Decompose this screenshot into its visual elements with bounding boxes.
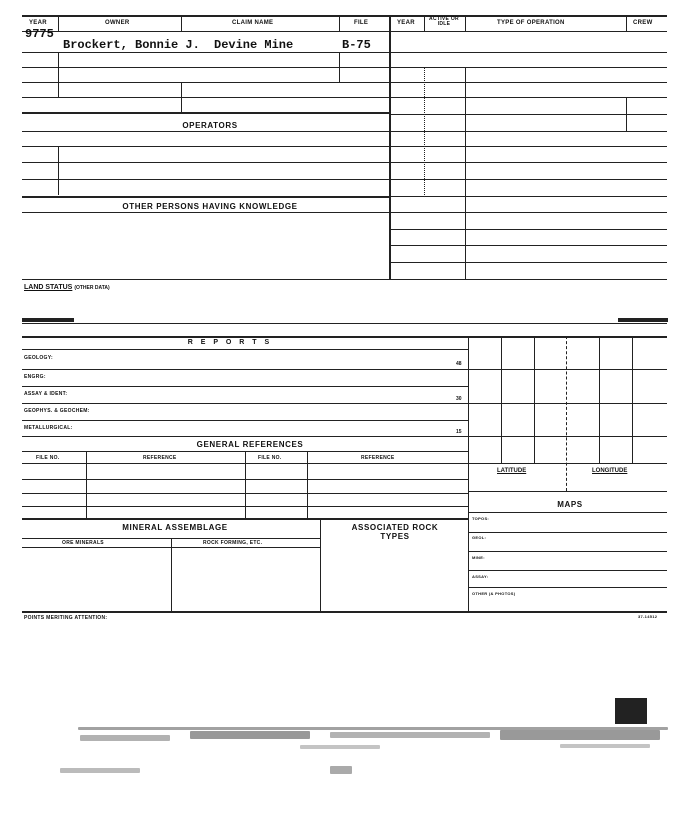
report-row-label: GEOLOGY: xyxy=(24,355,53,361)
coord-grid-row xyxy=(468,369,667,370)
header-file: FILE xyxy=(354,20,369,26)
operators-heading: OPERATORS xyxy=(182,121,238,130)
other-persons-top-rule xyxy=(22,196,390,198)
row-rule xyxy=(22,52,390,53)
land-status-subtitle: (OTHER DATA) xyxy=(74,285,110,291)
form-top-border xyxy=(22,15,667,17)
right-row-rule xyxy=(390,52,667,53)
scan-smudge xyxy=(330,766,352,774)
coord-grid-col xyxy=(566,336,567,491)
record-owner: Brockert, Bonnie J. xyxy=(63,38,200,52)
header-crew: CREW xyxy=(633,20,653,26)
report-row-num: 30 xyxy=(456,396,462,402)
record-file: B-75 xyxy=(342,38,371,52)
mineral-col-rule xyxy=(320,518,321,611)
header-year: YEAR xyxy=(29,20,47,26)
report-row-rule xyxy=(22,420,468,421)
header-type-of-operation: TYPE OF OPERATION xyxy=(497,20,565,26)
reports-header-rule xyxy=(22,349,468,350)
maps-row-label: ASSAY: xyxy=(472,574,489,579)
row-rule xyxy=(22,67,390,68)
record-claim-name: Devine Mine xyxy=(214,38,294,52)
mineral-top-rule xyxy=(22,518,468,520)
report-row-rule xyxy=(22,386,468,387)
land-status-title: LAND STATUS xyxy=(24,284,73,291)
header-owner: OWNER xyxy=(105,20,130,26)
maps-row-label: OTHER (& PHOTOS) xyxy=(472,591,516,596)
reports-heading: R E P O R T S xyxy=(187,339,273,346)
top-block-bottom-rule xyxy=(22,279,667,280)
maps-row-label: GEOL: xyxy=(472,535,487,540)
header-divider xyxy=(626,15,627,31)
row-rule xyxy=(22,97,390,98)
report-row-rule xyxy=(22,436,468,437)
right-row-rule xyxy=(390,146,667,147)
header-divider xyxy=(58,15,59,31)
form-bottom-rule xyxy=(22,611,667,613)
coord-grid-col xyxy=(534,336,535,463)
ref-header-file-no: FILE NO. xyxy=(36,455,60,461)
maps-row-rule xyxy=(468,570,667,571)
mineral-assemblage-heading: MINERAL ASSEMBLAGE xyxy=(122,523,228,532)
report-row-label: ASSAY & IDENT: xyxy=(24,391,68,397)
right-col-rule xyxy=(465,67,466,279)
right-row-rule xyxy=(390,82,667,83)
scan-smudge xyxy=(330,732,490,738)
other-persons-heading: OTHER PERSONS HAVING KNOWLEDGE xyxy=(122,202,298,211)
right-row-rule xyxy=(390,162,667,163)
report-row-num: 48 xyxy=(456,361,462,367)
scan-smudge xyxy=(80,735,170,741)
mineral-col-rule xyxy=(171,538,172,611)
associated-rock-types-heading: ASSOCIATED ROCK TYPES xyxy=(351,523,439,541)
col-rule xyxy=(339,52,340,82)
report-row-rule xyxy=(22,369,468,370)
right-row-rule xyxy=(390,262,667,263)
scan-mark xyxy=(618,318,668,322)
row-rule xyxy=(22,212,390,213)
report-row-label: ENGRG: xyxy=(24,374,46,380)
col-rule xyxy=(58,146,59,195)
col-rule xyxy=(58,52,59,97)
coord-grid-col xyxy=(599,336,600,463)
ref-header-reference: REFERENCE xyxy=(143,455,177,461)
report-row-label: GEOPHYS. & GEOCHEM: xyxy=(24,408,90,414)
row-rule xyxy=(22,82,390,83)
header-year-2: YEAR xyxy=(397,20,415,26)
references-col-rule xyxy=(307,451,308,518)
right-col-rule xyxy=(626,97,627,131)
right-row-rule xyxy=(390,229,667,230)
header-active-or-idle: ACTIVE OR IDLE xyxy=(429,16,459,27)
col-rule xyxy=(181,82,182,112)
header-divider xyxy=(339,15,340,31)
maps-heading: MAPS xyxy=(557,500,583,509)
scan-smudge xyxy=(615,698,647,724)
scan-smudge xyxy=(300,745,380,749)
right-row-rule xyxy=(390,212,667,213)
maps-row-rule xyxy=(468,587,667,588)
header-bottom-rule xyxy=(22,31,667,32)
row-rule xyxy=(22,179,390,180)
header-claim-name: CLAIM NAME xyxy=(232,20,274,26)
references-col-rule xyxy=(245,451,246,518)
mineral-header-rock-forming: ROCK FORMING, ETC. xyxy=(203,540,263,546)
scan-smudge xyxy=(560,744,650,748)
main-divider xyxy=(389,15,391,280)
maps-row-label: MINE: xyxy=(472,555,485,560)
coord-bottom-rule xyxy=(468,491,667,492)
section-rule xyxy=(22,323,667,324)
ref-header-file-no-2: FILE NO. xyxy=(258,455,282,461)
latitude-label: LATITUDE xyxy=(497,468,527,474)
ref-header-reference-2: REFERENCE xyxy=(361,455,395,461)
scan-smudge xyxy=(190,731,310,739)
points-meriting-attention-label: POINTS MERITING ATTENTION: xyxy=(24,615,108,621)
scan-mark xyxy=(22,318,74,322)
references-col-rule xyxy=(86,451,87,518)
right-row-rule xyxy=(390,245,667,246)
coord-grid-col xyxy=(632,336,633,463)
reports-top-rule xyxy=(22,336,667,338)
scan-smudge xyxy=(500,730,660,740)
operators-top-rule xyxy=(22,112,390,114)
report-row-rule xyxy=(22,403,468,404)
mineral-header-ore: ORE MINERALS xyxy=(62,540,104,546)
right-row-rule xyxy=(390,131,667,132)
general-references-heading: GENERAL REFERENCES xyxy=(196,440,304,449)
header-divider xyxy=(181,15,182,31)
coord-grid-row xyxy=(468,463,667,464)
coord-grid-col xyxy=(501,336,502,463)
report-row-num: 15 xyxy=(456,429,462,435)
header-divider xyxy=(424,15,425,31)
header-divider xyxy=(465,15,466,31)
longitude-label: LONGITUDE xyxy=(592,468,628,474)
coord-grid-row xyxy=(468,436,667,437)
coord-grid-row xyxy=(468,403,667,404)
row-rule xyxy=(22,131,390,132)
right-col-rule xyxy=(424,67,425,197)
maps-row-label: TOPOS: xyxy=(472,516,490,521)
right-row-rule xyxy=(390,67,667,68)
form-number: 37-14512 xyxy=(638,614,658,619)
right-row-rule xyxy=(390,196,667,197)
record-year: 9775 xyxy=(25,27,54,41)
maps-row-rule xyxy=(468,532,667,533)
maps-header-rule xyxy=(468,512,667,513)
report-row-label: METALLURGICAL: xyxy=(24,425,73,431)
row-rule xyxy=(22,146,390,147)
maps-row-rule xyxy=(468,551,667,552)
right-row-rule xyxy=(390,179,667,180)
scan-smudge xyxy=(60,768,140,773)
land-status-label xyxy=(24,284,110,291)
row-rule xyxy=(22,162,390,163)
